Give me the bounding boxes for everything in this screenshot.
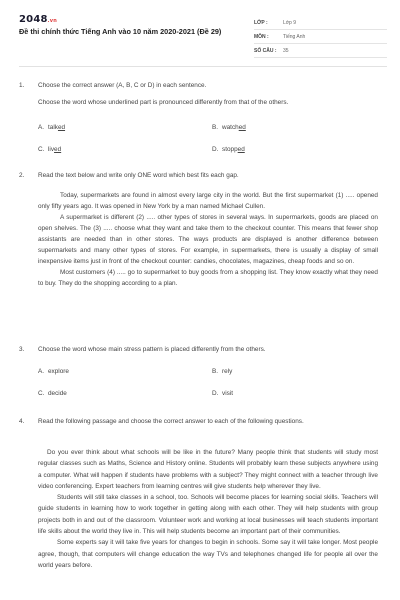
question-number: 2. [19,172,25,179]
option-word: explore [48,368,69,375]
option-a[interactable] [38,124,65,131]
option-word [48,124,65,131]
instruction-text: Read the following passage and choose the correct answer to each of the following questions. [38,418,304,425]
meta-key: LỚP : [254,19,268,26]
option-word: visit [222,390,234,397]
exam-title: Đề thi chính thức Tiếng Anh vào 10 năm 2020-2021 (Đề 29) [19,27,222,36]
question-subinstruction: Choose the word whose underlined part is pronounced differently from that of the others. [38,99,289,106]
question-number: 1. [19,82,25,89]
option-c[interactable] [38,146,61,153]
meta-value: Lớp 9 [283,19,297,26]
meta-key: MÔN : [254,33,269,40]
option-word [222,146,245,153]
site-logo[interactable] [19,14,57,25]
passage-paragraph: Do you ever think about what schools will be like in the future? Many people think that students will study most regular classes such as Maths, Science and History online. Students will probably learn these subjects anywhere using a computer. What will happen if students have problems with a subject? They might connect with a teacher through live video conferencing. Expert teachers from learning centres will give students help wherever they live. [38,449,378,490]
header-divider [19,66,387,67]
question-number: 3. [19,346,25,353]
logo-suffix: .vn [47,18,57,24]
question-instruction [19,82,206,89]
passage-paragraph: Today, supermarkets are found in almost every large city in the world. But the first supermarket (1) ..... opened only fifty years ago. It was opened in New York by a man named Michael Cullen. [38,192,378,210]
option-letter: A. [38,124,45,131]
option-b[interactable] [212,368,232,375]
option-letter: D. [212,146,219,153]
instruction-text: Choose the correct answer (A, B, C or D) in each sentence. [38,82,207,89]
passage-paragraph: Most customers (4) ..... go to supermarket to buy goods from a shopping list. They know exactly what they need to buy. They do the shopping according to a plan. [38,269,378,287]
instruction-text: Read the text below and write only ONE word which best fits each gap. [38,172,239,179]
instruction-text: Choose the word whose main stress pattern is placed differently from the others. [38,346,266,353]
logo-text: 2048 [19,14,48,25]
meta-row-count [254,44,387,58]
passage-paragraph: Students will still take classes in a school, too. Schools will become places for learning social skills. Teachers will guide students in learning how to work together in getting along with each other. They will help students with group projects both in and out of the classroom. Volunteer work and working at local businesses will teach students important life skills about the world they live in. This will help students become an important part of their communities. [38,494,378,536]
word-stem: watch [222,124,239,131]
exam-meta [254,16,387,58]
option-d[interactable] [212,146,245,153]
page-header [19,14,387,64]
option-letter: A. [38,368,45,375]
reading-passage [38,447,378,571]
option-a[interactable] [38,368,69,375]
meta-key: SỐ CÂU : [254,47,277,54]
option-letter: C. [38,146,45,153]
question-instruction [19,418,304,425]
question-instruction [19,346,266,353]
option-word [48,146,61,153]
question-instruction [19,172,239,179]
meta-row-class [254,16,387,30]
passage-paragraph: A supermarket is different (2) ..... other types of stores in several ways. In supermarkets, goods are placed on open shelves. The (3) ..... choose what they want and take them to the checkout counter. This means that fewer shop assistants are needed than in other stores. The ways products are displayed is another difference between supermarkets and many other types of stores. For example, in supermarkets, there is usually a display of small inexpensive items just in front of the checkout counter: candies, chocolates, magazines, cheap foods and so on. [38,214,378,265]
word-stem: talk [48,124,58,131]
reading-passage [38,190,378,289]
option-letter: C. [38,390,45,397]
passage-paragraph: Some experts say it will take five years for changes to begin in schools. Some say it will take longer. Most people agree, though, that computers will change education the way TVs and telephones changed life for people all over the world years before. [38,539,378,569]
option-word: decide [48,390,67,397]
option-d[interactable] [212,390,233,397]
option-letter: B. [212,368,219,375]
option-letter: B. [212,124,219,131]
underlined-part: ed [237,146,245,153]
meta-row-subject [254,30,387,44]
underlined-part: ed [238,124,246,131]
underlined-part: ed [54,146,62,153]
meta-value: 35 [283,47,289,54]
question-number: 4. [19,418,25,425]
word-stem: stopp [222,146,238,153]
meta-value: Tiếng Anh [283,33,306,40]
option-b[interactable] [212,124,246,131]
underlined-part: ed [57,124,66,131]
option-letter: D. [212,390,219,397]
option-c[interactable] [38,390,67,397]
word-stem: liv [48,146,55,153]
option-word: rely [222,368,233,375]
option-word [222,124,246,131]
